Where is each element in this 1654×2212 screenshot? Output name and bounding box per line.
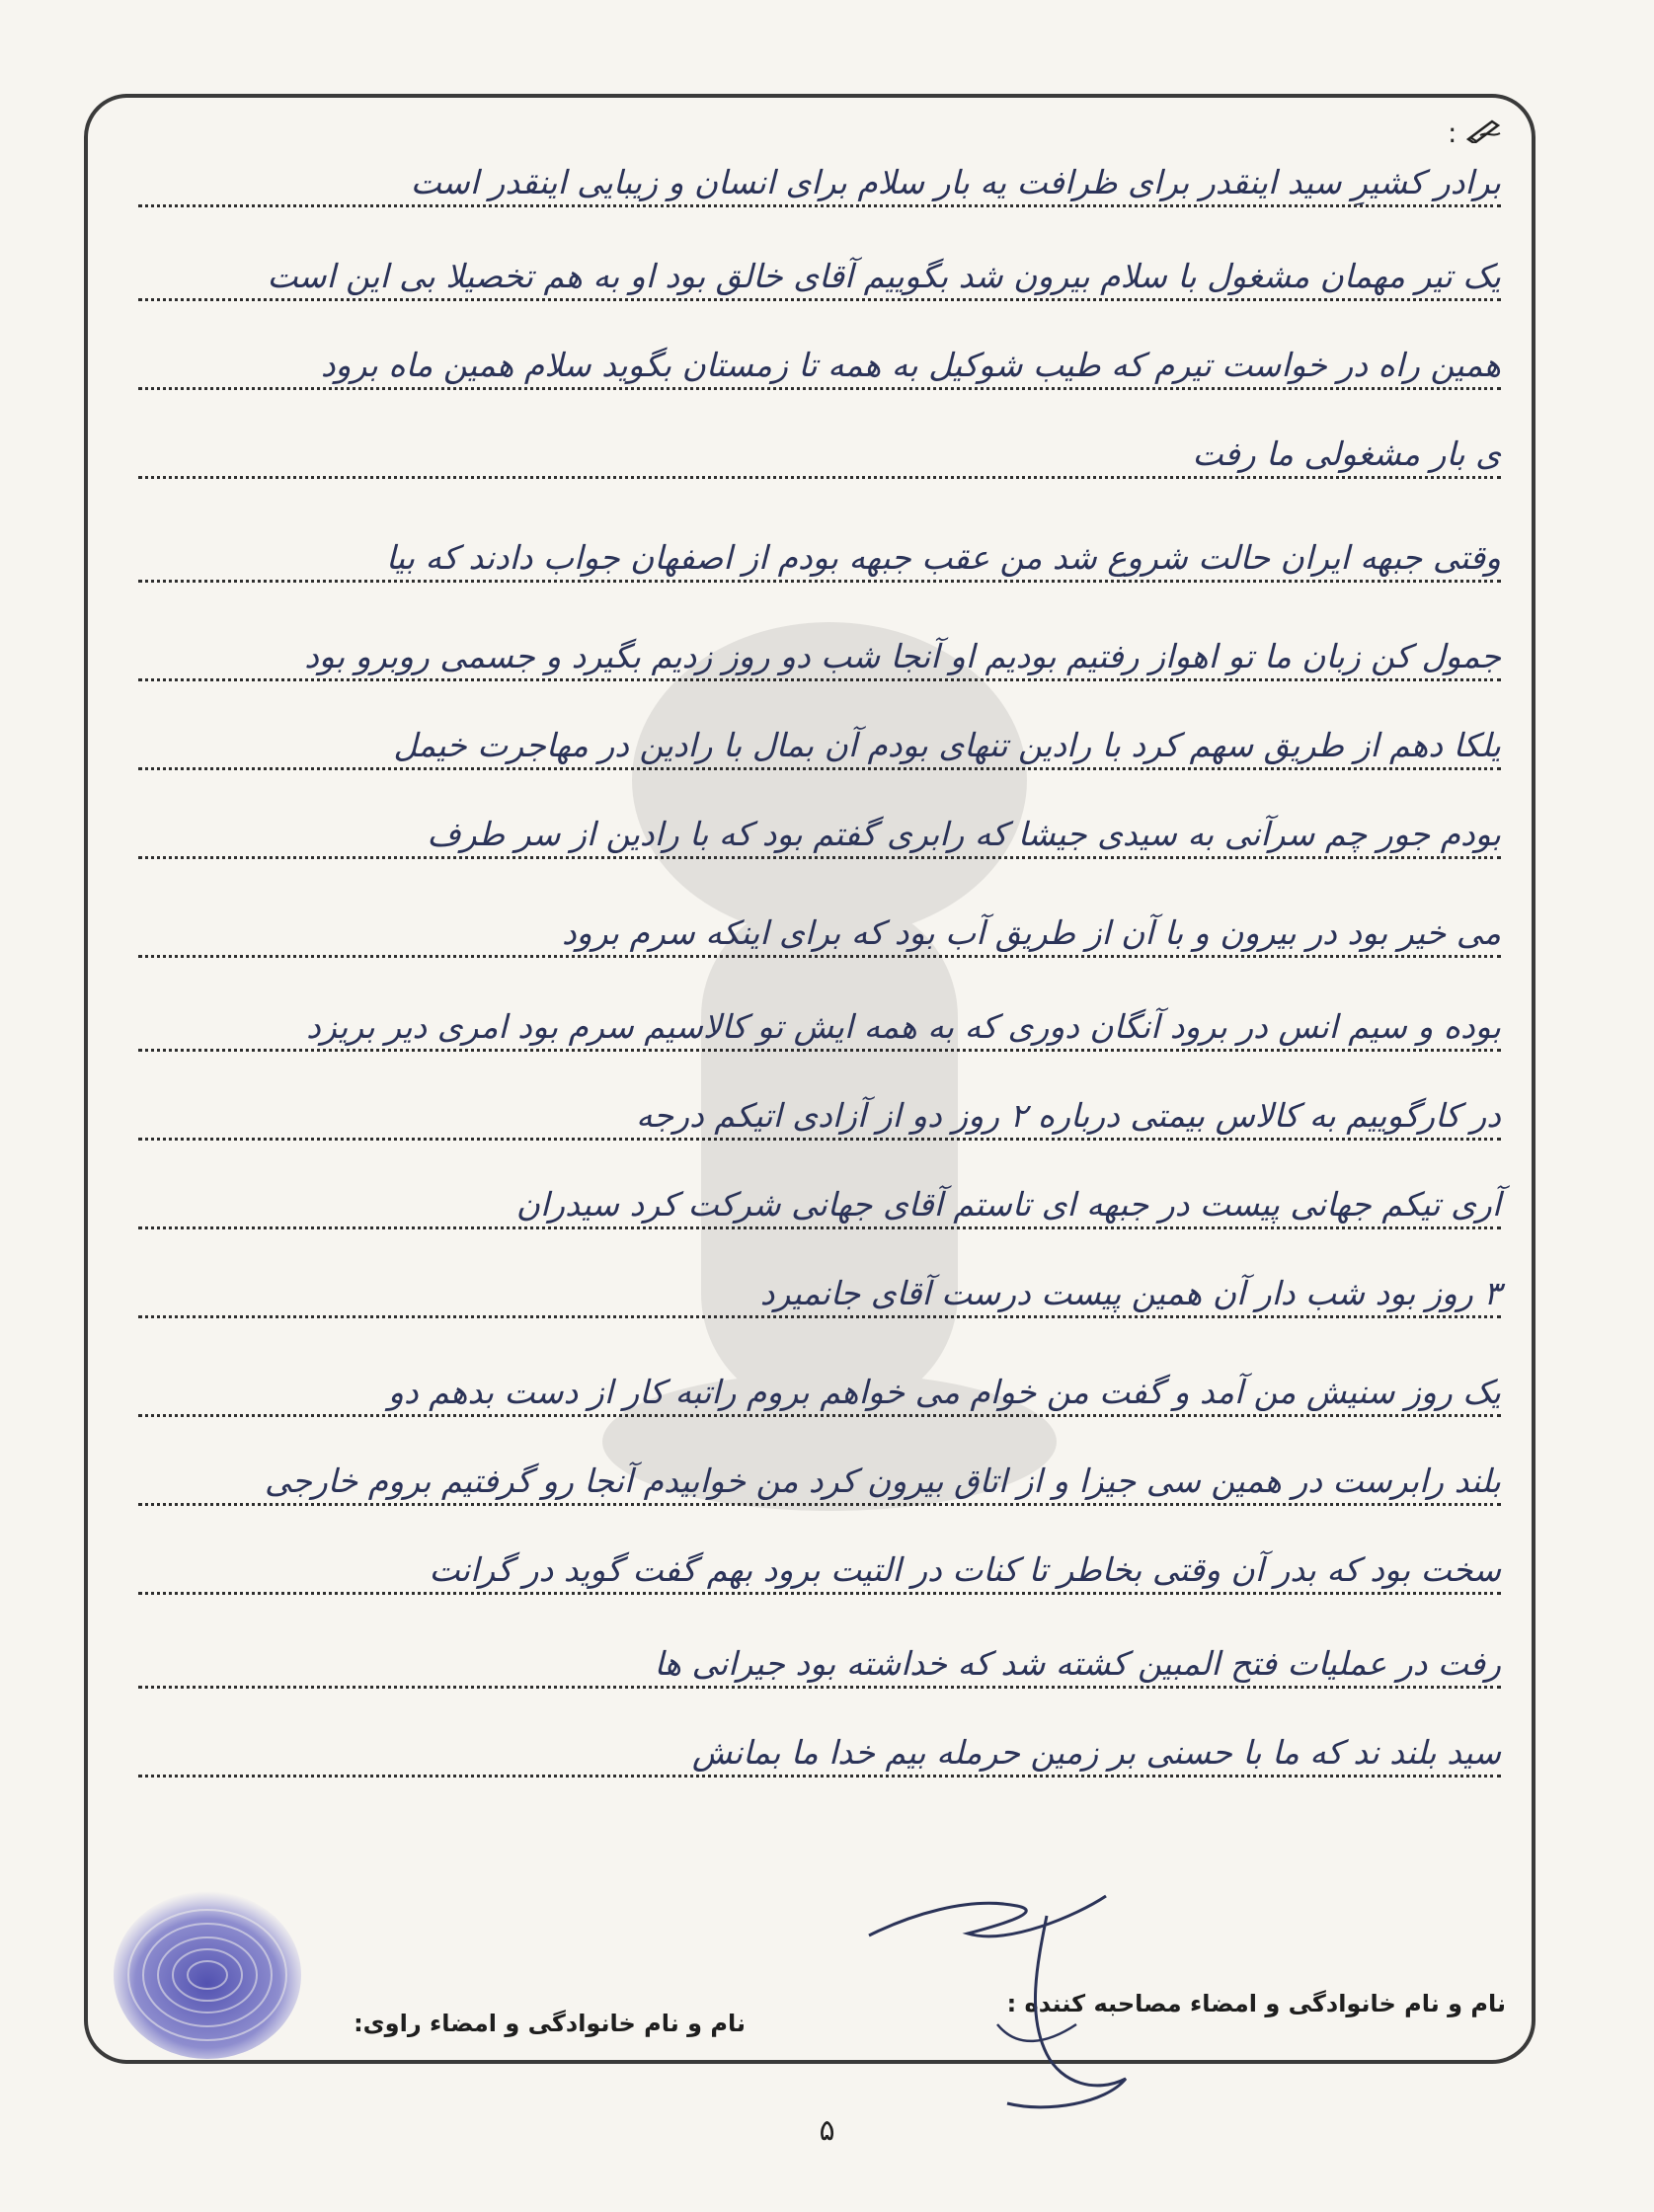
handwritten-line-text: در کارگوییم به کالاس بیمتی درباره ۲ روز دو از آزادی اتیکم درجه (636, 1096, 1501, 1135)
handwritten-line (138, 869, 1501, 958)
handwritten-line-text: برادر کشیرِ سید اینقدر برای ظرافت یه بار سلام برای انسان و زیبایی اینقدر است (410, 163, 1501, 201)
handwritten-line (138, 301, 1501, 390)
handwritten-line (138, 390, 1501, 479)
handwritten-line-text: رفت در عملیات فتح المبین کشته شد که خداشته بود جیرانی ها (654, 1644, 1501, 1683)
interviewer-signature-label: نام و نام خانوادگی و امضاء مصاحبه کننده : (1006, 1990, 1506, 2017)
dotted-rule (138, 1592, 1501, 1595)
narrator-signature-label: نام و نام خانوادگی و امضاء راوی: (354, 2010, 746, 2037)
handwritten-line-text: ۳ روز بود شب دار آن همین پیست درست آقای جانمیرد (759, 1274, 1501, 1312)
handwritten-line-text: وقتی جبهه ایران حالت شروع شد من عقب جبهه بودم از اصفهان جواب دادند که بیا (385, 538, 1501, 577)
handwritten-line (138, 212, 1501, 301)
handwritten-line (138, 494, 1501, 583)
header-colon: : (1448, 117, 1457, 149)
handwritten-line (138, 681, 1501, 770)
handwritten-line (138, 963, 1501, 1052)
handwritten-line (138, 1417, 1501, 1506)
handwritten-line (138, 1689, 1501, 1778)
handwritten-line (138, 592, 1501, 681)
handwritten-line (138, 1229, 1501, 1318)
handwritten-line-text: همین راه در خواست تیرم که طیب شوکیل به همه تا زمستان بگوید سلام همین ماه برود (320, 346, 1501, 384)
dotted-rule (138, 1315, 1501, 1318)
handwritten-line (138, 1328, 1501, 1417)
handwritten-line (138, 1052, 1501, 1141)
dotted-rule (138, 580, 1501, 583)
handwritten-line-text: جمول کن زبان ما تو اهواز رفتیم بودیم او آنجا شب دو روز زدیم بگیرد و جسمی روبرو بود (304, 637, 1501, 675)
handwritten-signature (849, 1876, 1145, 2133)
dotted-rule (138, 476, 1501, 479)
handwritten-line-text: بوده و سیم انس در برود آنگان دوری که به همه ایش تو کالاسیم سرم بود امری دیر بریزد (306, 1007, 1501, 1046)
handwritten-line (138, 770, 1501, 859)
handwritten-line (138, 1600, 1501, 1689)
handwritten-line (138, 1506, 1501, 1595)
handwritten-line (138, 1141, 1501, 1229)
handwritten-line-text: سید بلند ند که ما با حسنی بر زمین حرمله بیم خدا ما بمانش (691, 1733, 1501, 1772)
fingerprint-stamp (89, 1881, 316, 2079)
handwritten-line-text: بلند رابرست در همین سی جیزا و از اتاق بیرون کرد من خوابیدم آنجا رو گرفتیم بروم خارجی (264, 1462, 1501, 1500)
handwritten-line (138, 118, 1501, 207)
dotted-rule (138, 955, 1501, 958)
handwritten-line-text: یلکا دهم از طریق سهم کرد با رادین تنهای بودم آن بمال با رادین در مهاجرت خیمل (393, 726, 1501, 764)
dotted-rule (138, 204, 1501, 207)
handwritten-line-text: سخت بود که بدر آن وقتی بخاطر تا کنات در التیت برود بهم گفت گوید در گرانت (429, 1550, 1501, 1589)
handwritten-line-text: یک تیر مهمان مشغول با سلام بیرون شد بگوییم آقای خالق بود او به هم تخصیلا بی این است (267, 257, 1501, 295)
page-number: ۵ (819, 2113, 835, 2148)
handwritten-line-text: ی بار مشغولی ما رفت (1192, 434, 1501, 473)
dotted-rule (138, 1775, 1501, 1778)
handwritten-line-text: می خیر بود در بیرون و با آن از طریق آب بود که برای اینکه سرم برود (561, 913, 1501, 952)
handwritten-line-text: یک روز سنیش من آمد و گفت من خوام می خواهم بروم راتبه کار از دست بدهم دو (388, 1373, 1501, 1411)
dotted-rule (138, 856, 1501, 859)
handwritten-line-text: بودم جور چم سرآنی به سیدی جیشا که رابری گفتم بود که با رادین از سر طرف (427, 815, 1501, 853)
handwritten-line-text: آری تیکم جهانی پیست در جبهه ای تاستم آقای جهانی شرکت کرد سیدران (515, 1185, 1501, 1224)
